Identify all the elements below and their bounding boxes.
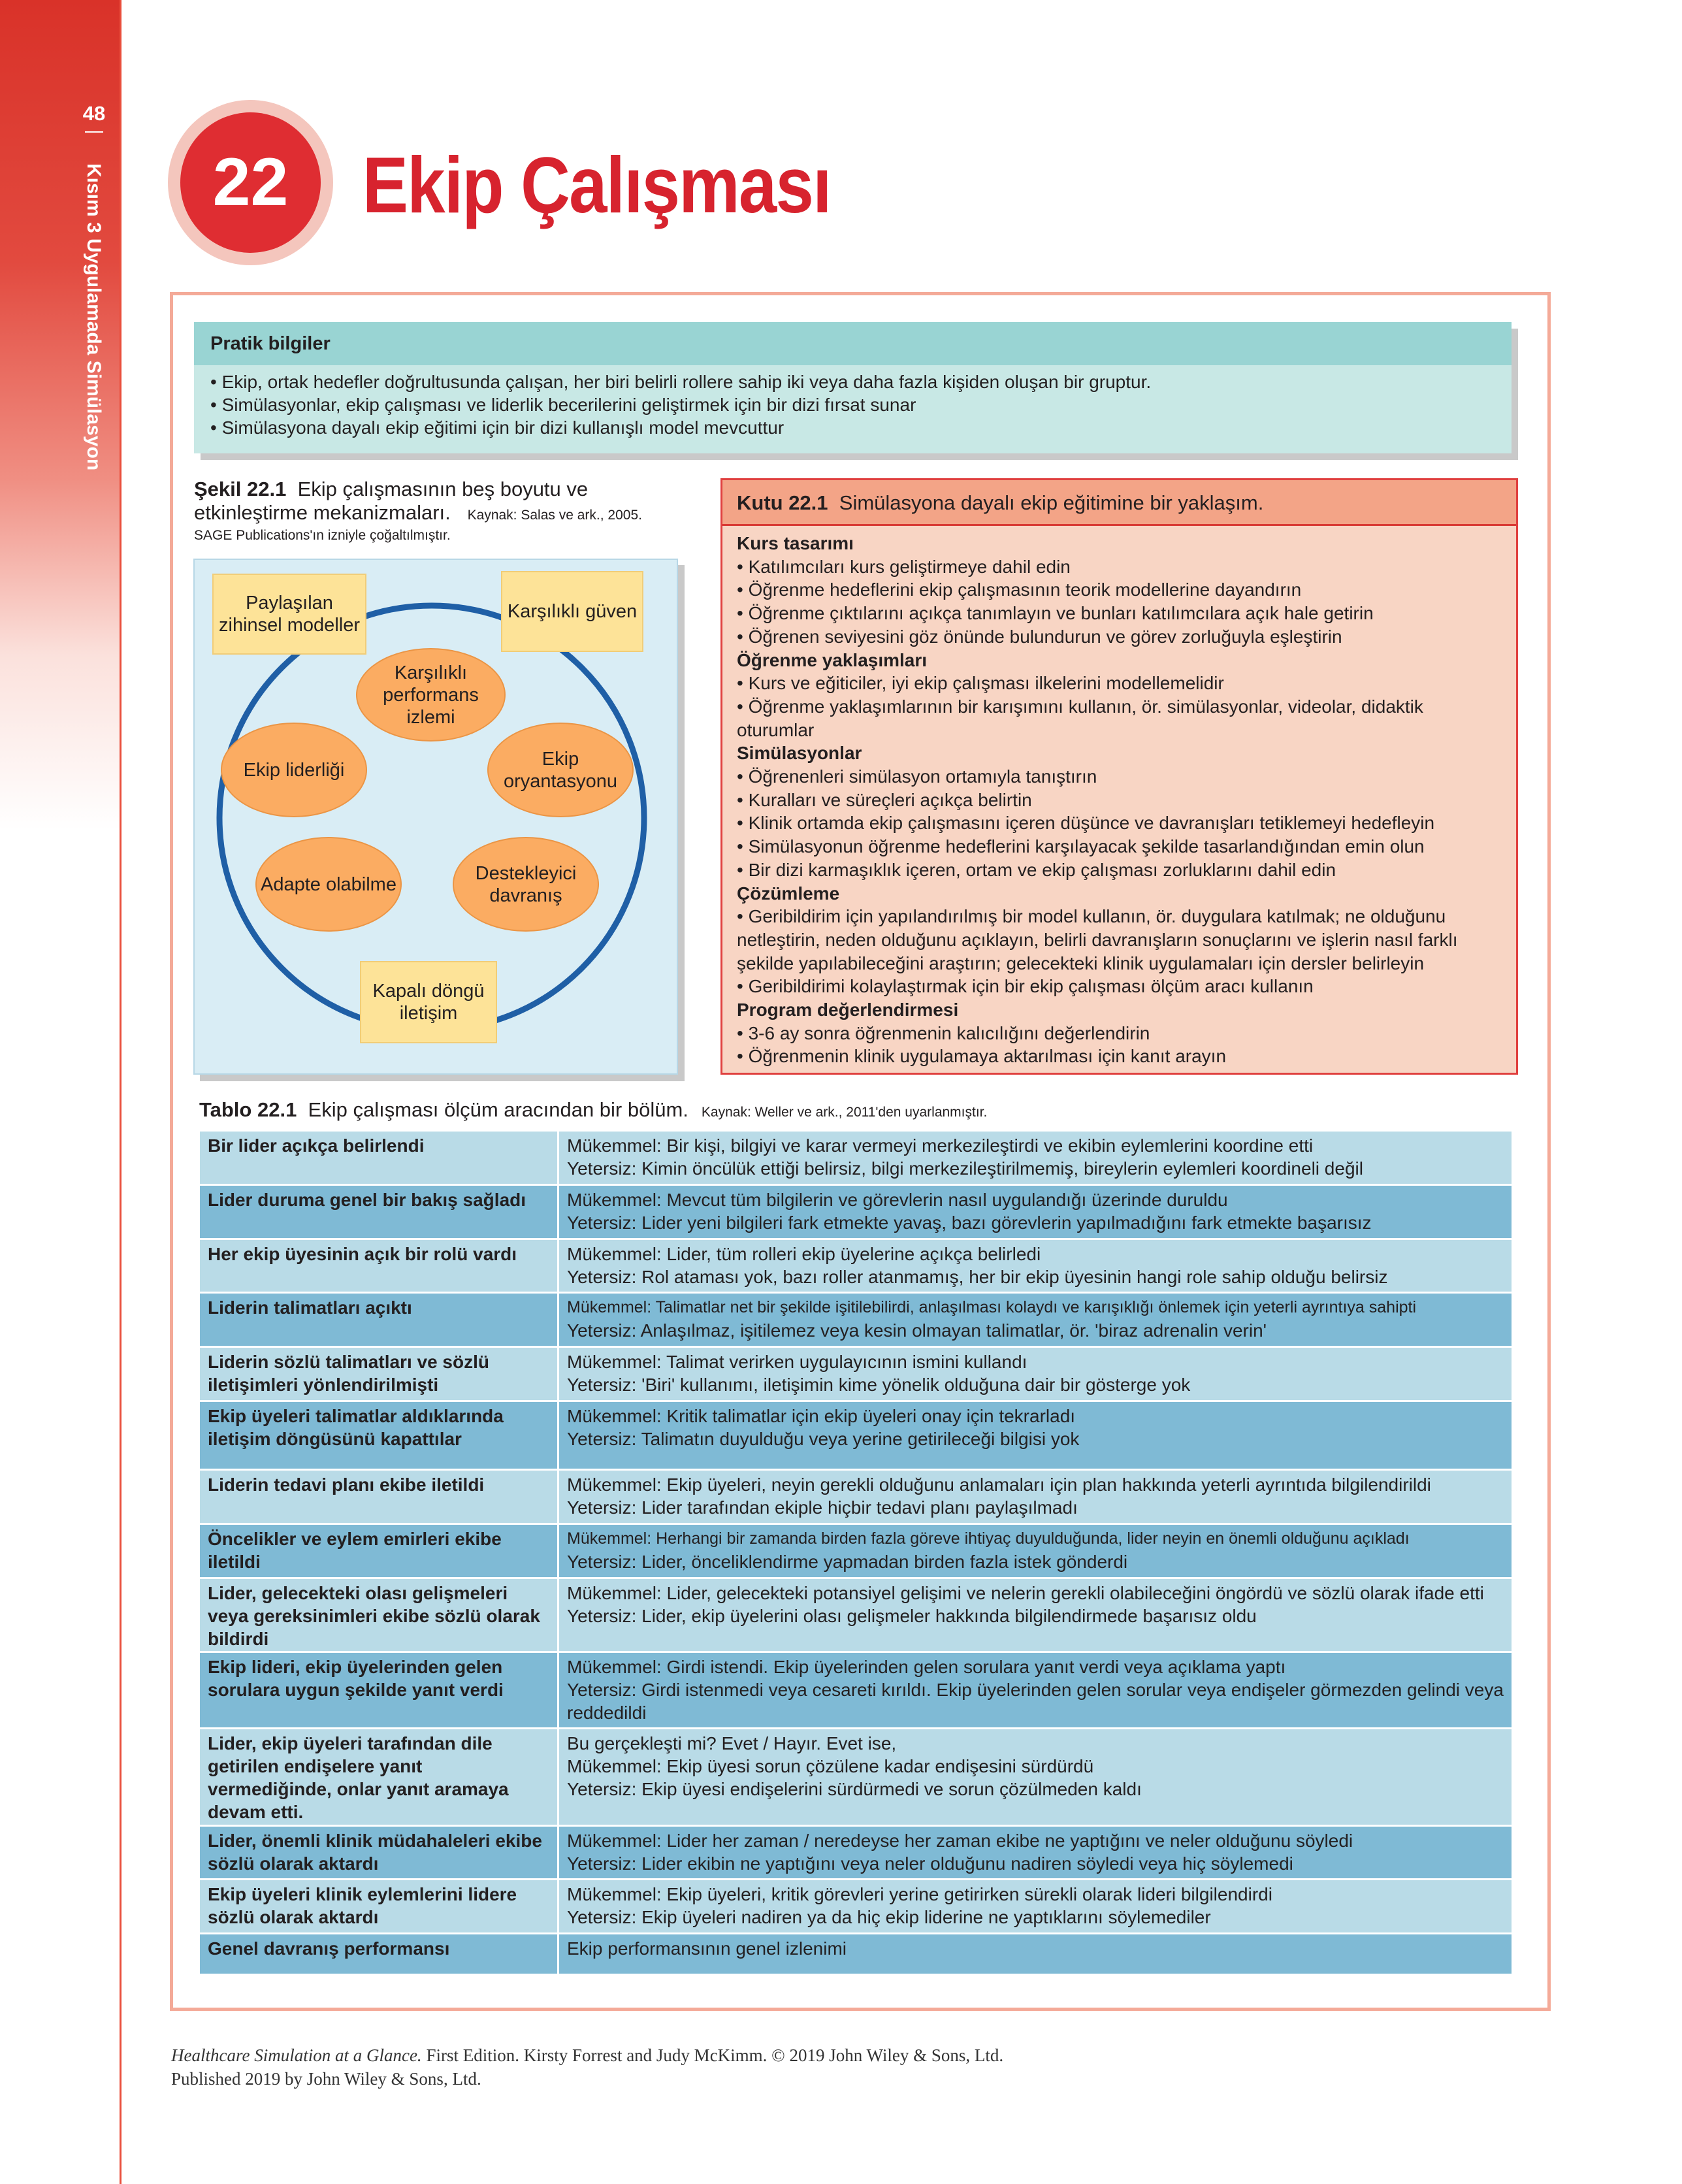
box-bullet: • Öğrenme yaklaşımlarının bir karışımını kullanın, ör. simülasyonlar, videolar, didaktik oturumlar (737, 696, 1423, 740)
rating-line: Bu gerçekleşti mi? Evet / Hayır. Evet ise, (567, 1733, 897, 1754)
rating-line: Mükemmel: Bir kişi, bilgiyi ve karar vermeyi merkezileştirdi ve ekibin eylemlerini koordine etti (567, 1135, 1314, 1156)
rating-cell (558, 1184, 1513, 1239)
rating-line: Mükemmel: Girdi istendi. Ekip üyelerinden gelen sorulara yanıt verdi veya açıklama yaptı (567, 1656, 1286, 1677)
criterion-cell: Ekip üyeleri talimatlar aldıklarında iletişim döngüsünü kapattılar (199, 1401, 558, 1470)
criterion-cell: Lider, gelecekteki olası gelişmeleri veya gereksinimleri ekibe sözlü olarak bildirdi (199, 1578, 558, 1652)
criterion-cell: Lider, önemli klinik müdahaleleri ekibe sözlü olarak aktardı (199, 1825, 558, 1880)
criterion-cell: Her ekip üyesinin açık bir rolü vardı (199, 1239, 558, 1293)
box-header (722, 480, 1516, 526)
rating-line: Yetersiz: Lider, önceliklendirme yapmadan birden fazla istek gönderdi (567, 1552, 1128, 1573)
node-team-orientation: Ekip oryantasyonu (487, 723, 634, 817)
node-closed-loop-communication: Kapalı döngü iletişim (360, 961, 497, 1043)
practical-info-item: • Simülasyonlar, ekip çalışması ve liderlik becerilerini geliştirmek için bir dizi fırsat sunar (210, 395, 916, 415)
figure-source: SAGE Publications'ın izniyle çoğaltılmıştır. (194, 528, 451, 543)
box-bullet: • Kurs ve eğiticiler, iyi ekip çalışması ilkelerini modellemelidir (737, 673, 1224, 694)
box-bullet: • 3-6 ay sonra öğrenmenin kalıcılığını değerlendirin (737, 1022, 1150, 1043)
rating-line: Mükemmel: Lider her zaman / neredeyse her zaman ekibe ne yaptığını ve neler olduğunu söyledi (567, 1830, 1353, 1851)
criterion-cell: Liderin sözlü talimatları ve sözlü iletişimleri yönlendirilmişti (199, 1347, 558, 1401)
rating-line: Mükemmel: Ekip üyeleri, neyin gerekli olduğunu anlamaları için plan hakkında yeterli ayrıntıda bilgilendirildi (567, 1475, 1431, 1495)
table-row (199, 1578, 1513, 1652)
box-bullet: • Simülasyonun öğrenme hedeflerini karşılayacak şekilde tasarlandığından emin olun (737, 836, 1425, 857)
box-subheading: Kurs tasarımı (737, 533, 854, 553)
box-subheading: Çözümleme (737, 883, 840, 904)
rating-line: Mükemmel: Ekip üyesi sorun çözülene kadar endişesini sürdürdü (567, 1756, 1094, 1777)
rating-cell (558, 1293, 1513, 1347)
rating-line: Mükemmel: Talimat verirken uygulayıcının ismini kullandı (567, 1352, 1027, 1373)
box-body (722, 526, 1516, 1074)
rating-cell (558, 1578, 1513, 1652)
table-title: Ekip çalışması ölçüm aracından bir bölüm. (308, 1098, 688, 1121)
criterion-cell: Bir lider açıkça belirlendi (199, 1131, 558, 1185)
box-bullet: • Öğrenenleri simülasyon ortamıyla tanıştırın (737, 766, 1097, 787)
rating-line: Yetersiz: Ekip üyesi endişelerini sürdürmedi ve sorun çözülmeden kaldı (567, 1779, 1142, 1800)
table-row (199, 1347, 1513, 1401)
table-row (199, 1524, 1513, 1578)
figure-caption-line: etkinleştirme mekanizmaları. (194, 501, 451, 524)
rating-line: Yetersiz: Lider ekibin ne yaptığını veya neler olduğunu nadiren söyledi veya hiç söylemedi (567, 1853, 1293, 1874)
rating-line: Mükemmel: Mevcut tüm bilgilerin ve görevlerin nasıl uygulandığı üzerinde duruldu (567, 1189, 1228, 1210)
node-team-leadership: Ekip liderliği (221, 723, 367, 817)
box-bullet: • Öğrenen seviyesini göz önünde bulundurun ve görev zorluğuyla eşleştirin (737, 626, 1342, 647)
page-number: 48 (82, 102, 106, 125)
node-adaptability: Adapte olabilme (255, 837, 402, 932)
side-rule (120, 0, 121, 2184)
rating-line: Mükemmel: Talimatlar net bir şekilde işitilebilirdi, anlaşılması kolaydı ve karışıklığı önlemek için yeterli ayrıntıya sahipti (567, 1298, 1417, 1317)
box-title: Simülasyona dayalı ekip eğitimine bir yaklaşım. (839, 491, 1264, 514)
rating-line: Yetersiz: Girdi istenmedi veya cesareti kırıldı. Ekip üyelerinden gelen sorular veya endişeler görmezden gelindi veya reddedildi (567, 1679, 1504, 1723)
table-label: Tablo 22.1 (199, 1098, 297, 1121)
page-number-rule (85, 131, 103, 133)
rating-cell (558, 1934, 1513, 1975)
rating-cell (558, 1239, 1513, 1293)
criterion-cell: Genel davranış performansı (199, 1934, 558, 1975)
practical-info-title: Pratik bilgiler (194, 322, 1512, 365)
box-bullet: şekilde yapılabileceğini araştırın; gelecekteki klinik uygulamaları için dersler belirleyin (737, 953, 1425, 973)
rating-line: Yetersiz: Ekip üyeleri nadiren ya da hiç ekip liderine ne yaptıklarını söylemediler (567, 1907, 1211, 1928)
figure-caption-line: Ekip çalışmasının beş boyutu ve (297, 478, 589, 500)
criterion-cell: Ekip üyeleri klinik eylemlerini lidere sözlü olarak aktardı (199, 1880, 558, 1934)
table-row (199, 1131, 1513, 1185)
rating-line: Yetersiz: 'Biri' kullanımı, iletişimin kime yönelik olduğuna dair bir gösterge yok (567, 1375, 1191, 1395)
box-bullet: • Öğrenme hedeflerini ekip çalışmasının teorik modellerine dayandırın (737, 579, 1302, 600)
box-bullet: • Öğrenme çıktılarını açıkça tanımlayın ve bunları katılımcılara açık hale getirin (737, 603, 1374, 624)
table-row (199, 1401, 1513, 1470)
table-row (199, 1880, 1513, 1934)
rating-cell (558, 1524, 1513, 1578)
rating-cell (558, 1131, 1513, 1185)
rating-line: Yetersiz: Kimin öncülük ettiği belirsiz, bilgi merkezileştirilmemiş, bireylerin eylemleri koordineli değil (567, 1158, 1363, 1179)
figure-source: Kaynak: Salas ve ark., 2005. (467, 508, 642, 523)
table-row (199, 1470, 1513, 1524)
chapter-title: Ekip Çalışması (363, 140, 831, 229)
box-bullet: netleştirin, neden olduğunu açıklayın, belirli davranışların sonuçlarını ve işlerin nasıl farklı (737, 929, 1458, 950)
rating-line: Yetersiz: Lider yeni bilgileri fark etmekte yavaş, bazı görevlerin yapılmadığını fark etmekte başarısız (567, 1212, 1372, 1233)
table-row (199, 1934, 1513, 1975)
rating-line: Mükemmel: Kritik talimatlar için ekip üyeleri onay için tekrarladı (567, 1406, 1076, 1427)
footer-book-title: Healthcare Simulation at a Glance. (171, 2045, 422, 2065)
box-subheading: Öğrenme yaklaşımları (737, 649, 928, 670)
rating-line: Mükemmel: Ekip üyeleri, kritik görevleri yerine getirirken sürekli olarak lideri bilgilendirdi (567, 1884, 1272, 1905)
table-row (199, 1184, 1513, 1239)
criterion-cell: Lider, ekip üyeleri tarafından dile getirilen endişelere yanıt vermediğinde, onlar yanıt aramaya devam etti. (199, 1729, 558, 1825)
box-bullet: • Öğrenmenin klinik uygulamaya aktarılması için kanıt arayın (737, 1046, 1227, 1067)
rating-line: Yetersiz: Rol ataması yok, bazı roller atanmamış, her bir ekip üyesinin hangi role sahip olduğu belirsiz (567, 1266, 1388, 1287)
table-row (199, 1239, 1513, 1293)
box-bullet: • Geribildirim için yapılandırılmış bir model kullanın, ör. duygulara katılmak; ne olduğunu (737, 906, 1446, 927)
criterion-cell: Ekip lideri, ekip üyelerinden gelen sorulara uygun şekilde yanıt verdi (199, 1652, 558, 1728)
node-mutual-trust: Karşılıklı güven (501, 571, 643, 652)
table-row (199, 1652, 1513, 1728)
figure-label: Şekil 22.1 (194, 478, 287, 500)
running-head: Kısım 3 Uygulamada Simülasyon (83, 163, 105, 471)
box-bullet: • Kuralları ve süreçleri açıkça belirtin (737, 789, 1032, 810)
rating-cell (558, 1729, 1513, 1825)
box-bullet: • Bir dizi karmaşıklık içeren, ortam ve ekip çalışması zorluklarını dahil edin (737, 859, 1336, 880)
table-row (199, 1825, 1513, 1880)
rating-line: Yetersiz: Talimatın duyulduğu veya yerine getirileceği bilgisi yok (567, 1429, 1080, 1450)
table-caption (199, 1098, 987, 1122)
rating-line: Mükemmel: Herhangi bir zamanda birden fazla göreve ihtiyaç duyulduğunda, lider neyin en önemli olduğunu açıkladı (567, 1529, 1410, 1548)
rating-line: Mükemmel: Lider, gelecekteki potansiyel gelişimi ve nelerin gerekli olabileceğini öngördü ve sözlü olarak ifade etti (567, 1582, 1484, 1603)
practical-info-list (194, 365, 1512, 453)
teamwork-diagram (193, 559, 678, 1075)
teamwork-assessment-table (198, 1130, 1513, 1976)
rating-line: Yetersiz: Lider tarafından ekiple hiçbir tedavi planı paylaşılmadı (567, 1497, 1078, 1518)
box-bullet: • Katılımcıları kurs geliştirmeye dahil edin (737, 556, 1071, 577)
rating-cell (558, 1652, 1513, 1728)
criterion-cell: Liderin tedavi planı ekibe iletildi (199, 1470, 558, 1524)
node-shared-mental-models: Paylaşılan zihinsel modeller (212, 574, 366, 655)
footer-copyright: First Edition. Kirsty Forrest and Judy McKimm. © 2019 John Wiley & Sons, Ltd. (421, 2045, 1004, 2065)
table-row (199, 1293, 1513, 1347)
box-subheading: Program değerlendirmesi (737, 1000, 959, 1020)
rating-line: Yetersiz: Lider, ekip üyelerini olası gelişmeler hakkında bilgilendirmede başarısız oldu (567, 1605, 1257, 1626)
box-label: Kutu 22.1 (737, 491, 828, 514)
footer (171, 2044, 1003, 2091)
table-row (199, 1729, 1513, 1825)
rating-cell (558, 1825, 1513, 1880)
criterion-cell: Lider duruma genel bir bakış sağladı (199, 1184, 558, 1239)
box-bullet: • Geribildirimi kolaylaştırmak için bir ekip çalışması ölçüm aracı kullanın (737, 976, 1314, 997)
figure-caption (194, 478, 704, 544)
node-backup-behavior: Destekleyici davranış (453, 837, 599, 932)
box-subheading: Simülasyonlar (737, 743, 862, 764)
box-bullet: • Klinik ortamda ekip çalışmasını içeren düşünce ve davranışları tetiklemeyi hedefleyin (737, 813, 1435, 834)
rating-cell (558, 1401, 1513, 1470)
practical-info-item: • Ekip, ortak hedefler doğrultusunda çalışan, her biri belirli rollere sahip iki veya daha fazla kişiden oluşan bir gruptur. (210, 372, 1152, 392)
chapter-number: 22 (180, 112, 321, 253)
rating-line: Yetersiz: Anlaşılmaz, işitilemez veya kesin olmayan talimatlar, ör. 'biraz adrenalin verin' (567, 1320, 1267, 1341)
rating-cell (558, 1880, 1513, 1934)
rating-line: Ekip performansının genel izlenimi (567, 1938, 847, 1959)
box-22-1 (720, 478, 1518, 1075)
node-performance-monitoring: Karşılıklı performans izlemi (356, 648, 506, 742)
practical-info-box (194, 322, 1512, 453)
rating-line: Mükemmel: Lider, tüm rolleri ekip üyelerine açıkça belirledi (567, 1243, 1041, 1264)
criterion-cell: Öncelikler ve eylem emirleri ekibe iletildi (199, 1524, 558, 1578)
practical-info-item: • Simülasyona dayalı ekip eğitimi için bir dizi kullanışlı model mevcuttur (210, 417, 784, 438)
table-source: Kaynak: Weller ve ark., 2011'den uyarlanmıştır. (701, 1105, 988, 1120)
footer-publisher: Published 2019 by John Wiley & Sons, Ltd. (171, 2069, 481, 2089)
rating-cell (558, 1347, 1513, 1401)
rating-cell (558, 1470, 1513, 1524)
criterion-cell: Liderin talimatları açıktı (199, 1293, 558, 1347)
